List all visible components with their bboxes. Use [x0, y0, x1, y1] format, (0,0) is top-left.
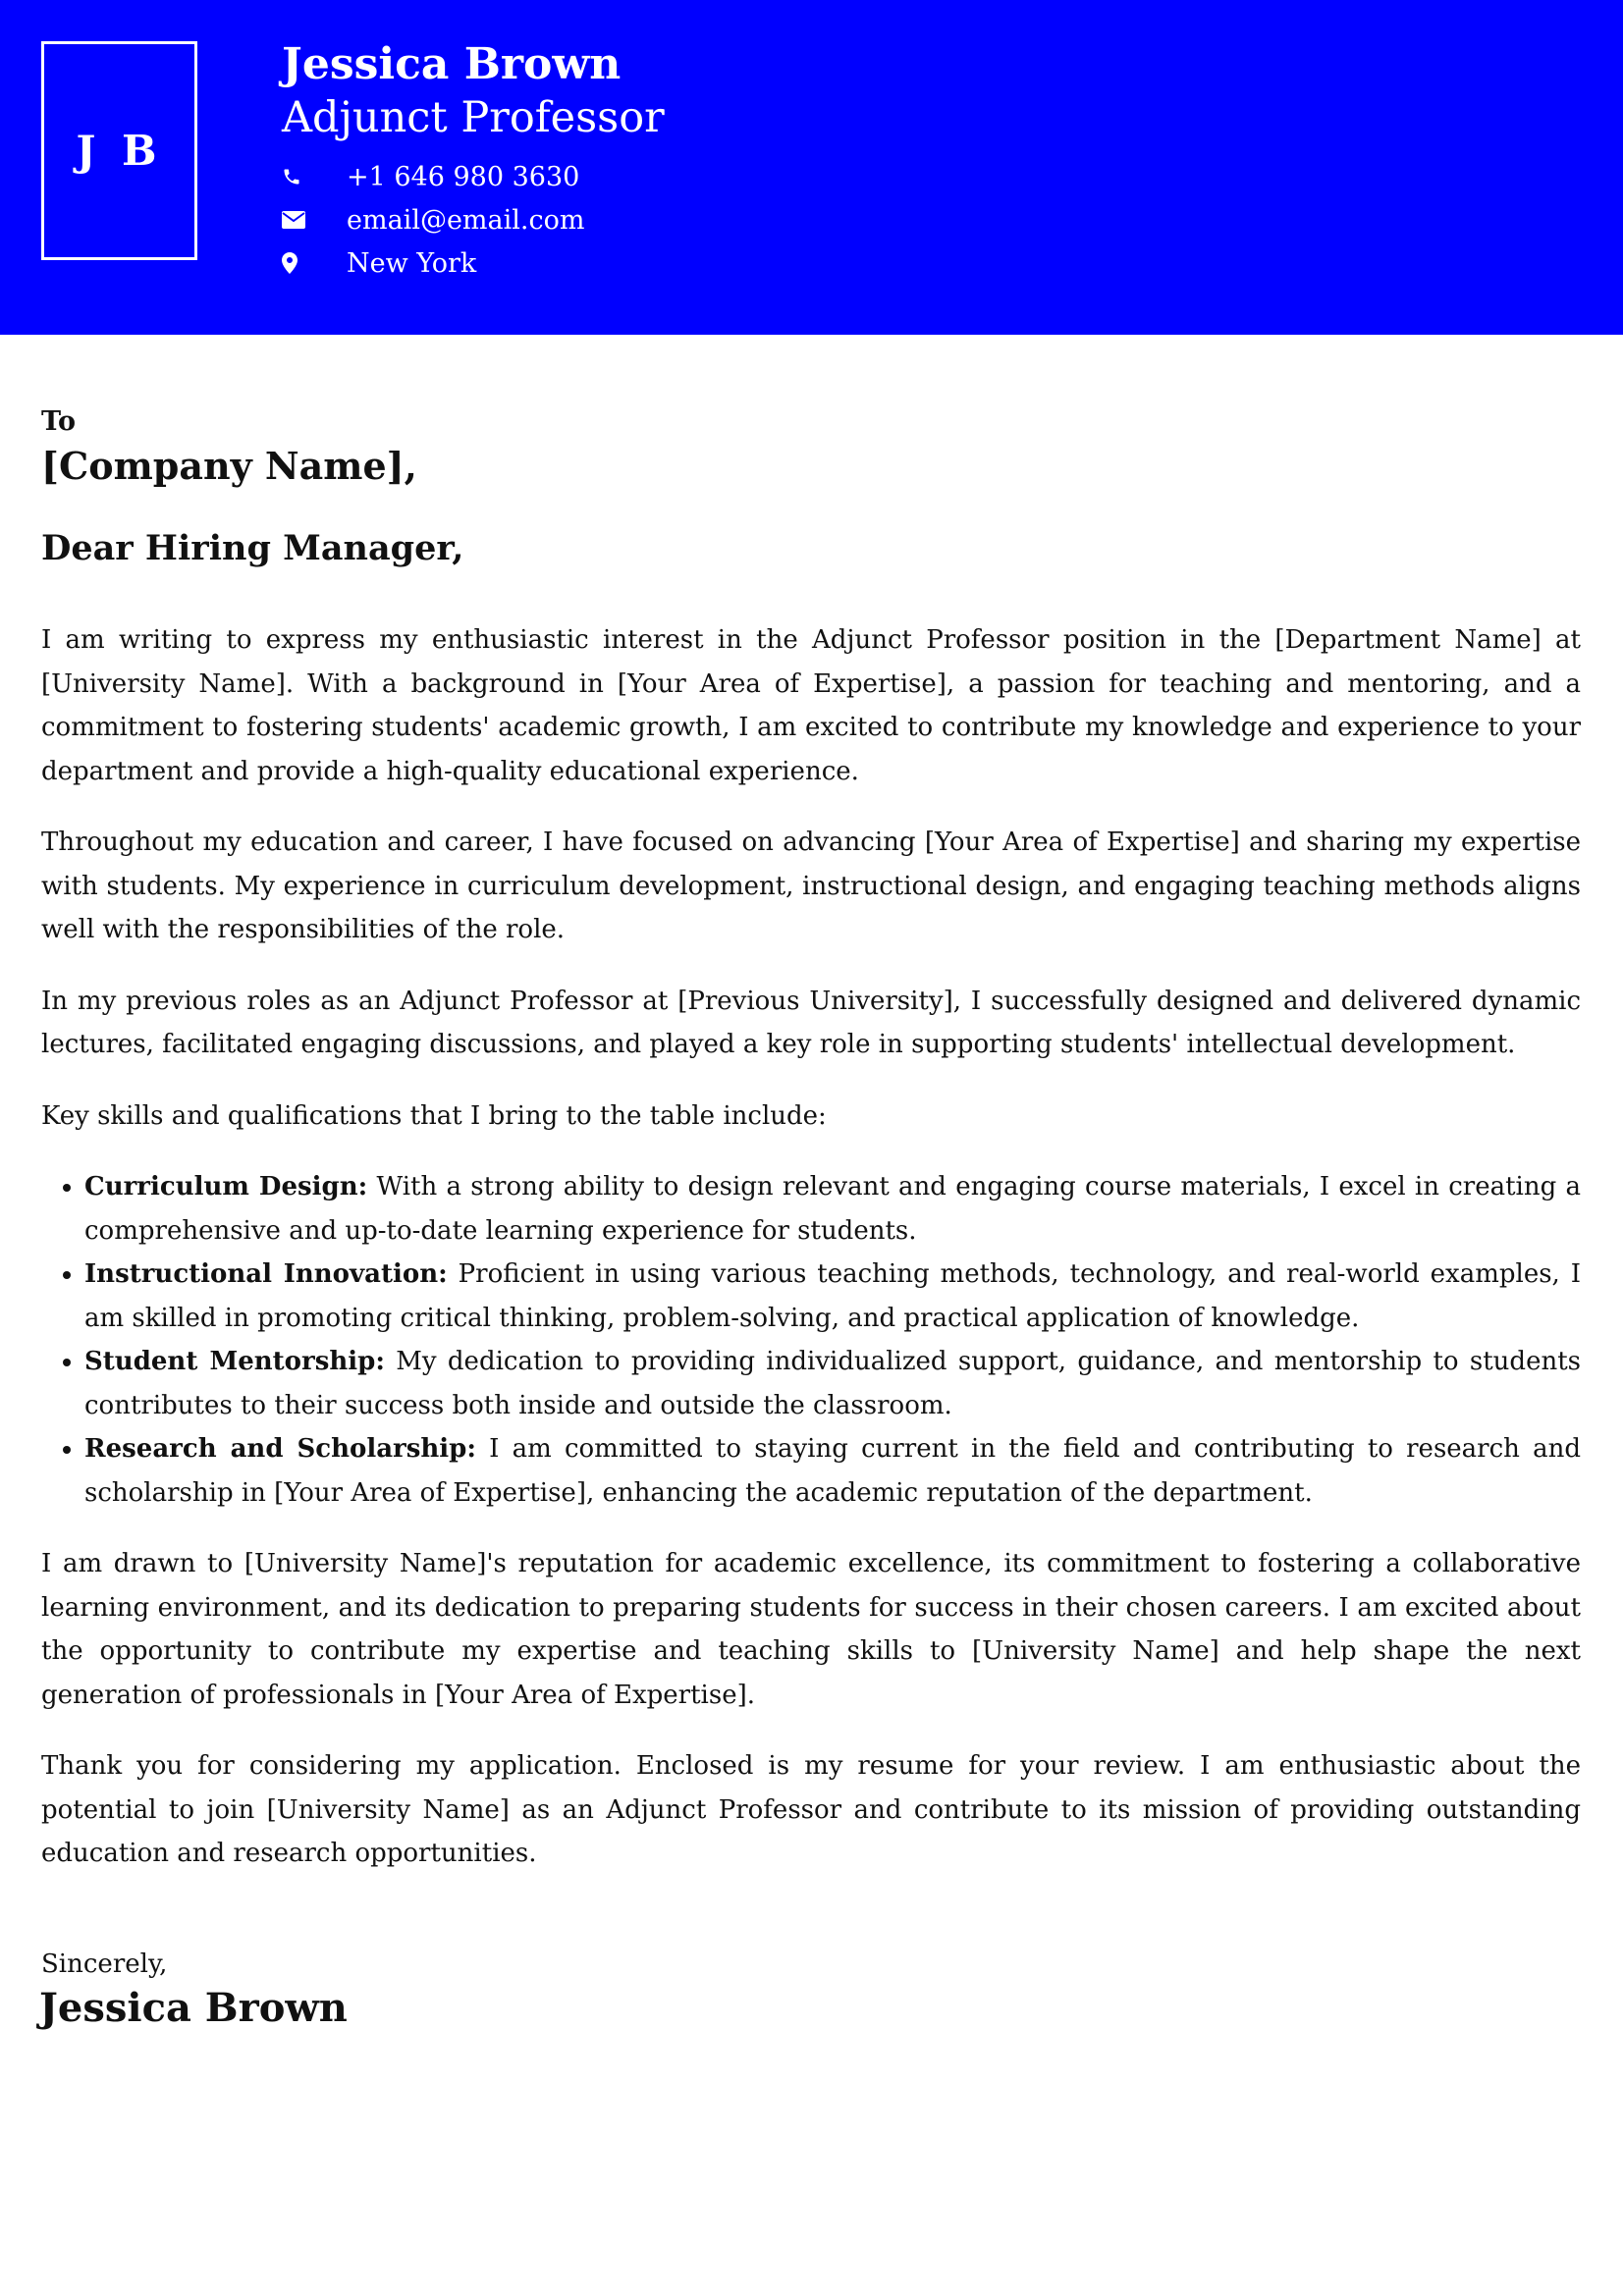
paragraph-motivation: I am drawn to [University Name]'s reputation for academic excellence, its commitment to fostering a collaborative learning environment, and its dedication to preparing students for success in their chosen careers. I am excited about the opportunity to contribute my expertise and teaching skills to [University Name] and help shape the next generation of professionals in [Your Area of Expertise]. — [41, 1549, 1581, 1710]
contact-phone — [282, 155, 665, 198]
contact-location — [282, 241, 665, 285]
header-info — [282, 37, 665, 285]
skill-title: Research and Scholarship: — [84, 1434, 476, 1464]
list-item — [84, 1340, 1581, 1427]
header-banner — [0, 0, 1623, 335]
applicant-name: Jessica Brown — [282, 39, 622, 89]
list-item — [84, 1427, 1581, 1515]
skill-title: Instructional Innovation: — [84, 1259, 448, 1289]
monogram-initials: J B — [76, 127, 163, 175]
list-item — [84, 1253, 1581, 1340]
applicant-title: Adjunct Professor — [282, 93, 665, 142]
letter-body — [41, 402, 1581, 2033]
paragraph-thanks: Thank you for considering my application. Enclosed is my resume for your review. I am enthusiastic about the potential to join [University Name] as an Adjunct Professor and contribute to its mission of providing outstanding education and research opportunities. — [41, 1751, 1581, 1868]
paragraph-experience: Throughout my education and career, I have focused on advancing [Your Area of Expertise] and sharing my expertise with students. My experience in curriculum development, instructional design, and engaging teaching methods aligns well with the responsibilities of the role. — [41, 828, 1581, 944]
skill-text: My dedication to providing individualized support, guidance, and mentorship to students contributes to their success both inside and outside the classroom. — [84, 1347, 1581, 1420]
location-text: New York — [347, 247, 477, 279]
paragraph-intro: I am writing to express my enthusiastic interest in the Adjunct Professor position in the [Department Name] at [University Name]. With a background in [Your Area of Expertise], a passion for teaching and mentoring, and a commitment to fostering students' academic growth, I am excited to contribute my knowledge and experience to your department and provide a high-quality educational experience. — [41, 625, 1581, 786]
signature-name: Jessica Brown — [39, 1984, 348, 2031]
skill-title: Curriculum Design: — [84, 1172, 368, 1201]
skill-text: I am committed to staying current in the field and contributing to research and scholarship in [Your Area of Expertise], enhancing the academic reputation of the department. — [84, 1434, 1581, 1508]
email-text[interactable]: email@email.com — [347, 204, 585, 236]
monogram-box — [41, 41, 197, 260]
phone-icon — [282, 167, 347, 187]
skill-title: Student Mentorship: — [84, 1347, 385, 1376]
phone-text[interactable]: +1 646 980 3630 — [347, 161, 580, 192]
list-item — [84, 1165, 1581, 1253]
map-pin-icon — [282, 252, 347, 274]
skill-text: With a strong ability to design relevant and engaging course materials, I excel in creating a comprehensive and up-to-date learning experience for students. — [84, 1172, 1582, 1246]
paragraph-skills-intro: Key skills and qualifications that I bring to the table include: — [41, 1100, 827, 1131]
sign-off: Sincerely, — [41, 1949, 168, 1979]
envelope-icon — [282, 211, 347, 229]
paragraph-previous-roles: In my previous roles as an Adjunct Professor at [Previous University], I successfully designed and delivered dynamic lectures, facilitated engaging discussions, and played a key role in supporting students' intellectual development. — [41, 986, 1581, 1059]
salutation: Dear Hiring Manager, — [41, 528, 464, 568]
skill-text: Proficient in using various teaching methods, technology, and real-world examples, I am skilled in promoting critical thinking, problem-solving, and practical application of knowledge. — [84, 1259, 1582, 1333]
contact-email — [282, 198, 665, 241]
skills-list — [41, 1165, 1581, 1515]
company-name: [Company Name], — [41, 444, 417, 488]
to-label: To — [41, 406, 77, 437]
